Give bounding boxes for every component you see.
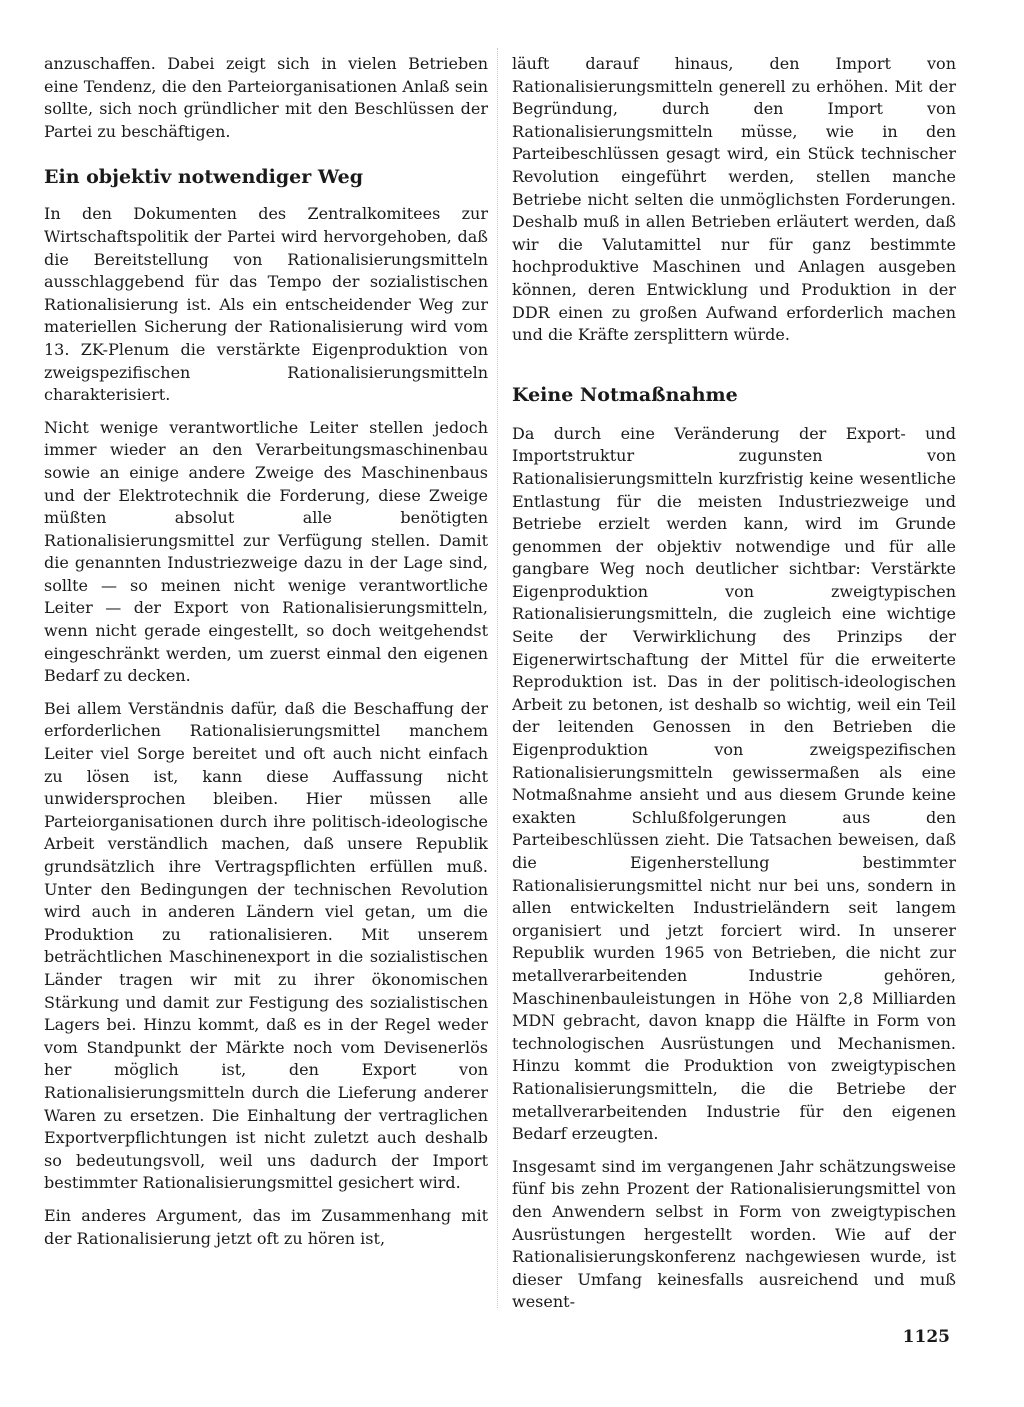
column-divider — [497, 48, 499, 1308]
body-paragraph: Ein anderes Argument, das im Zusammenhang mit der Rationalisierung jetzt oft zu hören ist, — [44, 1205, 488, 1248]
intro-paragraph: anzuschaffen. Dabei zeigt sich in vielen Betrieben eine Tendenz, die den Parteiorganisationen Anlaß sein sollte, sich noch gründlicher mit den Beschlüssen der Partei zu beschäftigen. — [44, 54, 488, 141]
section-heading: Keine Notmaßnahme — [512, 383, 738, 406]
left-column — [44, 53, 488, 1260]
body-paragraph: In den Dokumenten des Zentralkomitees zur Wirtschaftspolitik der Partei wird hervorgehoben, daß die Bereitstellung von Rationalisierungsmitteln ausschlaggebend für das Tempo der sozialistischen Rationalisierung ist. Als ein entscheidender Weg zur materiellen Sicherung der Rationalisierung wird vom 13. ZK-Plenum die verstärkte Eigenproduktion von zweigspezifischen Rationalisierungsmitteln charakterisiert. — [44, 204, 488, 405]
body-paragraph: Nicht wenige verantwortliche Leiter stellen jedoch immer wieder an den Verarbeitungsmaschinenbau sowie an einige andere Zweige des Maschinenbaus und der Elektrotechnik die Forderung, diese Zweige müßten absolut alle benötigten Rationalisierungsmittel zur Verfügung stellen. Damit die genannten Industriezweige dazu in der Lage sind, sollte — so meinen nicht wenige verantwortliche Leiter — der Export von Rationalisierungsmitteln, wenn nicht gerade eingestellt, so doch weitgehendst eingeschränkt werden, um zuerst einmal den eigenen Bedarf zu decken. — [44, 417, 488, 686]
page-number: 1125 — [902, 1327, 950, 1347]
body-paragraph: Bei allem Verständnis dafür, daß die Beschaffung der erforderlichen Rationalisierungsmittel manchem Leiter viel Sorge bereitet und oft auch nicht einfach zu lösen ist, kann diese Auffassung nicht unwidersprochen bleiben. Hier müssen alle Parteiorganisationen durch ihre politisch-ideologische Arbeit verständlich machen, daß unsere Republik grundsätzlich ihre Vertragspflichten erfüllen muß. Unter den Bedingungen der technischen Revolution wird auch in anderen Ländern viel getan, um die Produktion zu rationalisieren. Mit unserem beträchtlichen Maschinenexport in die sozialistischen Länder tragen wir mit zu ihrer ökonomischen Stärkung und damit zur Festigung des sozialistischen Lagers bei. Hinzu kommt, daß es in der Regel weder vom Standpunkt der Märkte noch vom Devisenerlös her möglich ist, den Export von Rationalisierungsmitteln durch die Lieferung anderer Waren zu ersetzen. Die Einhaltung der vertraglichen Exportverpflichtungen ist nicht zuletzt auch deshalb so bedeutungsvoll, weil uns dadurch der Import bestimmter Rationalisierungsmittel gesichert wird. — [44, 698, 488, 1193]
body-paragraph: Insgesamt sind im vergangenen Jahr schätzungsweise fünf bis zehn Prozent der Rationalisierungsmittel von den Anwendern selbst in Form von zweigtypischen Ausrüstungen hergestellt worden. Wie auf der Rationalisierungskonferenz nachgewiesen wurde, ist dieser Umfang keinesfalls ausreichend und muß wesent- — [512, 1156, 956, 1312]
body-paragraph: Da durch eine Veränderung der Export- und Importstruktur zugunsten von Rationalisierungsmitteln kurzfristig keine wesentliche Entlastung für die meisten Industriezweige und Betriebe erzielt werden kann, wird im Grunde genommen der objektiv notwendige und für alle gangbare Weg noch deutlicher sichtbar: Verstärkte Eigenproduktion von zweigtypischen Rationalisierungsmitteln, die zugleich eine wichtige Seite der Verwirklichung des Prinzips der Eigenerwirtschaftung der Mittel für die erweiterte Reproduktion ist. Das in der politisch-ideologischen Arbeit zu betonen, ist deshalb so wichtig, weil ein Teil der leitenden Genossen in den Betrieben die Eigenproduktion von zweigspezifischen Rationalisierungsmitteln gewissermaßen als eine Notmaßnahme ansieht und aus diesem Grunde keine exakten Schlußfolgerungen aus den Parteibeschlüssen zieht. Die Tatsachen beweisen, daß die Eigenherstellung bestimmter Rationalisierungsmittel nicht nur bei uns, sondern in allen entwickelten Industrieländern seit langem organisiert und jetzt forciert wird. In unserer Republik wurden 1965 von Betrieben, die nicht zur metallverarbeitenden Industrie gehören, Maschinenbauleistungen in Höhe von 2,8 Milliarden MDN gebracht, davon knapp die Hälfte in Form von technologischen Ausrüstungen und Mechanismen. Hinzu kommt die Produktion von zweigtypischen Rationalisierungsmitteln, die die Betriebe der metallverarbeitenden Industrie für den eigenen Bedarf erzeugten. — [512, 423, 956, 1144]
intro-paragraph: läuft darauf hinaus, den Import von Rationalisierungsmitteln generell zu erhöhen. Mit der Begründung, durch den Import von Rationalisierungsmitteln müsse, wie in den Parteibeschlüssen gesagt wird, ein Stück technischer Revolution eingeführt werden, stellen manche Betriebe nicht selten die unmöglichsten Forderungen. Deshalb muß in allen Betrieben erläutert werden, daß wir die Valutamittel nur für ganz bestimmte hochproduktive Maschinen und Anlagen ausgeben können, deren Entwicklung und Produktion in der DDR einen zu großen Aufwand erforderlich machen und die Kräfte zersplittern würde. — [512, 54, 956, 345]
section-heading: Ein objektiv notwendiger Weg — [44, 166, 364, 189]
right-column — [512, 53, 956, 1324]
